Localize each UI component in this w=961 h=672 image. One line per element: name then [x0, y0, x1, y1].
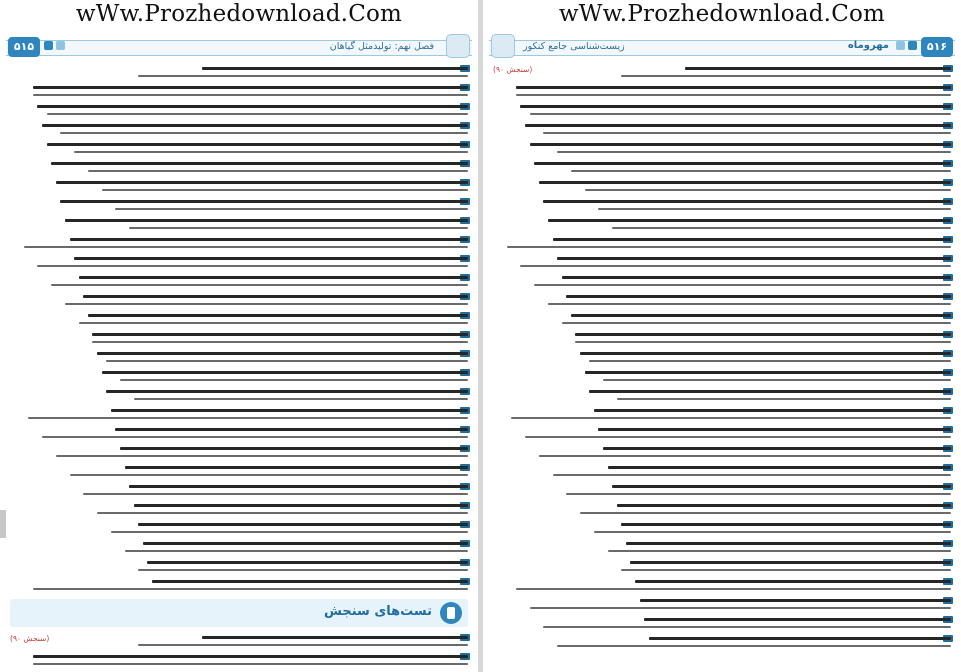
question-stem-placeholder	[539, 181, 951, 184]
question-row	[493, 235, 951, 253]
question-row	[493, 482, 951, 500]
question-row	[493, 102, 951, 120]
question-row	[10, 235, 468, 253]
answer-options-placeholder	[60, 132, 468, 134]
question-stem-placeholder	[571, 314, 951, 317]
question-row	[493, 140, 951, 158]
question-stem-placeholder	[617, 504, 951, 507]
quiz-badge-icon	[440, 602, 462, 624]
answer-options-placeholder	[571, 170, 951, 172]
question-row	[10, 444, 468, 462]
answer-options-placeholder	[28, 417, 468, 419]
question-stem-placeholder	[612, 485, 951, 488]
question-stem-placeholder	[125, 466, 469, 469]
question-row	[10, 197, 468, 215]
source-tag: (سنجش ۹۰)	[10, 634, 50, 643]
question-stem-placeholder	[594, 409, 951, 412]
question-stem-placeholder	[120, 447, 468, 450]
question-row	[10, 254, 468, 272]
answer-options-placeholder	[115, 208, 468, 210]
question-stem-placeholder	[56, 181, 468, 184]
question-row	[10, 159, 468, 177]
question-stem-placeholder	[585, 371, 951, 374]
question-row	[493, 330, 951, 348]
question-row	[10, 520, 468, 538]
question-row	[10, 216, 468, 234]
section-banner-label: تست‌های سنجش	[323, 604, 432, 619]
question-stem-placeholder	[685, 67, 951, 70]
answer-options-placeholder	[621, 569, 951, 571]
question-row	[10, 482, 468, 500]
answer-options-placeholder	[548, 303, 951, 305]
answer-options-placeholder	[525, 436, 951, 438]
answer-options-placeholder	[580, 512, 951, 514]
answer-options-placeholder	[594, 531, 951, 533]
answer-options-placeholder	[507, 246, 951, 248]
question-stem-placeholder	[65, 219, 468, 222]
question-stem-placeholder	[138, 523, 468, 526]
answer-options-placeholder	[621, 75, 951, 77]
right-page	[483, 0, 961, 672]
question-stem-placeholder	[60, 200, 468, 203]
question-row	[493, 463, 951, 481]
question-stem-placeholder	[520, 105, 951, 108]
answer-options-placeholder	[125, 550, 469, 552]
answer-options-placeholder	[138, 569, 468, 571]
answer-options-placeholder	[539, 455, 951, 457]
answer-options-placeholder	[33, 94, 468, 96]
answer-options-placeholder	[33, 663, 468, 665]
book-logo-icon	[491, 34, 515, 58]
section-banner	[10, 599, 468, 627]
answer-options-placeholder	[47, 113, 468, 115]
question-row	[493, 406, 951, 424]
question-stem-placeholder	[88, 314, 468, 317]
answer-options-placeholder	[120, 379, 468, 381]
question-row	[493, 520, 951, 538]
question-row	[493, 615, 951, 633]
question-row	[493, 254, 951, 272]
question-stem-placeholder	[525, 124, 951, 127]
question-row	[10, 178, 468, 196]
answer-options-placeholder	[557, 645, 951, 647]
answer-options-placeholder	[543, 626, 951, 628]
question-stem-placeholder	[97, 352, 468, 355]
question-row	[493, 501, 951, 519]
answer-options-placeholder	[97, 512, 468, 514]
answer-options-placeholder	[92, 341, 468, 343]
question-row	[493, 444, 951, 462]
question-row	[493, 311, 951, 329]
question-stem-placeholder	[74, 257, 468, 260]
answer-options-placeholder	[516, 588, 951, 590]
question-stem-placeholder	[635, 580, 951, 583]
answer-options-placeholder	[603, 379, 951, 381]
answer-options-placeholder	[111, 531, 468, 533]
question-stem-placeholder	[621, 523, 951, 526]
answer-options-placeholder	[79, 322, 468, 324]
answer-options-placeholder	[24, 246, 468, 248]
question-row	[10, 311, 468, 329]
question-stem-placeholder	[134, 504, 468, 507]
edge-tab	[0, 510, 6, 538]
question-stem-placeholder	[70, 238, 468, 241]
running-title: زیست‌شناسی جامع کنکور	[523, 41, 625, 52]
question-row	[10, 273, 468, 291]
question-stem-placeholder	[111, 409, 468, 412]
question-stem-placeholder	[143, 542, 468, 545]
question-stem-placeholder	[553, 238, 951, 241]
question-row	[493, 292, 951, 310]
header-square	[56, 41, 65, 50]
answer-options-placeholder	[608, 550, 952, 552]
question-row	[10, 633, 468, 651]
question-stem-placeholder	[548, 219, 951, 222]
watermark: wWw.Prozhedownload.Com	[75, 1, 403, 27]
answer-options-placeholder	[553, 474, 951, 476]
page-number: ۵۱۵	[8, 37, 40, 57]
question-row	[493, 596, 951, 614]
question-row	[493, 425, 951, 443]
watermark: wWw.Prozhedownload.Com	[558, 1, 886, 27]
question-stem-placeholder	[626, 542, 951, 545]
answer-options-placeholder	[534, 284, 951, 286]
question-stem-placeholder	[608, 466, 952, 469]
question-stem-placeholder	[51, 162, 468, 165]
answer-options-placeholder	[589, 360, 951, 362]
running-title: فصل نهم: تولیدمثل گیاهان	[329, 41, 434, 52]
answer-options-placeholder	[134, 398, 468, 400]
answer-options-placeholder	[562, 322, 951, 324]
question-row	[10, 368, 468, 386]
question-row	[493, 216, 951, 234]
question-stem-placeholder	[33, 86, 468, 89]
answer-options-placeholder	[88, 170, 468, 172]
question-stem-placeholder	[562, 276, 951, 279]
page-body	[493, 64, 951, 668]
answer-options-placeholder	[138, 75, 468, 77]
brand-name: مهروماه	[847, 40, 889, 51]
question-stem-placeholder	[83, 295, 468, 298]
answer-options-placeholder	[102, 189, 468, 191]
page-number: ۵۱۶	[921, 37, 953, 57]
question-row	[10, 577, 468, 595]
question-stem-placeholder	[603, 447, 951, 450]
question-row	[493, 387, 951, 405]
answer-options-placeholder	[42, 436, 468, 438]
question-row	[493, 634, 951, 652]
answer-options-placeholder	[598, 208, 951, 210]
answer-options-placeholder	[566, 493, 951, 495]
question-row	[493, 159, 951, 177]
answer-options-placeholder	[83, 493, 468, 495]
question-stem-placeholder	[147, 561, 468, 564]
answer-options-placeholder	[65, 303, 468, 305]
answer-options-placeholder	[557, 151, 951, 153]
answer-options-placeholder	[543, 132, 951, 134]
question-row	[493, 178, 951, 196]
answer-options-placeholder	[74, 151, 468, 153]
header-square	[896, 41, 905, 50]
question-row	[10, 425, 468, 443]
answer-options-placeholder	[530, 607, 951, 609]
question-row	[493, 273, 951, 291]
answer-options-placeholder	[511, 417, 951, 419]
question-stem-placeholder	[202, 67, 468, 70]
question-stem-placeholder	[129, 485, 468, 488]
question-stem-placeholder	[580, 352, 951, 355]
question-row	[10, 64, 468, 82]
answer-options-placeholder	[56, 455, 468, 457]
question-row	[493, 539, 951, 557]
answer-options-placeholder	[51, 284, 468, 286]
question-stem-placeholder	[530, 143, 951, 146]
question-row	[10, 558, 468, 576]
answer-options-placeholder	[516, 94, 951, 96]
question-stem-placeholder	[115, 428, 468, 431]
answer-options-placeholder	[617, 398, 951, 400]
answer-options-placeholder	[33, 588, 468, 590]
header-square	[908, 41, 917, 50]
question-row	[10, 349, 468, 367]
answer-options-placeholder	[129, 227, 468, 229]
question-row	[10, 539, 468, 557]
question-row	[10, 406, 468, 424]
question-stem-placeholder	[202, 636, 468, 639]
answer-options-placeholder	[530, 113, 951, 115]
page-header	[483, 34, 961, 60]
page-body	[10, 64, 468, 668]
question-row	[10, 463, 468, 481]
answer-options-placeholder	[70, 474, 468, 476]
question-stem-placeholder	[42, 124, 468, 127]
question-row	[10, 102, 468, 120]
question-stem-placeholder	[79, 276, 468, 279]
question-row	[10, 292, 468, 310]
question-row	[493, 83, 951, 101]
question-stem-placeholder	[630, 561, 951, 564]
answer-options-placeholder	[106, 360, 468, 362]
question-stem-placeholder	[534, 162, 951, 165]
question-stem-placeholder	[649, 637, 951, 640]
question-row	[10, 140, 468, 158]
answer-options-placeholder	[585, 189, 951, 191]
source-tag: (سنجش ۹۰)	[493, 65, 533, 74]
book-logo-icon	[446, 34, 470, 58]
answer-options-placeholder	[575, 341, 951, 343]
answer-options-placeholder	[37, 265, 468, 267]
question-stem-placeholder	[575, 333, 951, 336]
question-stem-placeholder	[33, 655, 468, 658]
question-stem-placeholder	[644, 618, 951, 621]
question-stem-placeholder	[102, 371, 468, 374]
question-row	[10, 121, 468, 139]
question-row	[10, 330, 468, 348]
question-row	[493, 121, 951, 139]
question-stem-placeholder	[37, 105, 468, 108]
question-stem-placeholder	[566, 295, 951, 298]
question-row	[10, 387, 468, 405]
question-stem-placeholder	[557, 257, 951, 260]
question-row	[493, 64, 951, 82]
question-stem-placeholder	[589, 390, 951, 393]
question-row	[493, 197, 951, 215]
question-stem-placeholder	[543, 200, 951, 203]
question-stem-placeholder	[640, 599, 951, 602]
question-stem-placeholder	[516, 86, 951, 89]
page-header	[0, 34, 478, 60]
question-stem-placeholder	[152, 580, 468, 583]
left-page	[0, 0, 478, 672]
answer-options-placeholder	[520, 265, 951, 267]
question-row	[10, 652, 468, 670]
question-row	[493, 577, 951, 595]
question-stem-placeholder	[106, 390, 468, 393]
header-square	[44, 41, 53, 50]
question-row	[10, 501, 468, 519]
question-stem-placeholder	[92, 333, 468, 336]
answer-options-placeholder	[138, 644, 468, 646]
question-stem-placeholder	[47, 143, 468, 146]
answer-options-placeholder	[612, 227, 951, 229]
question-stem-placeholder	[598, 428, 951, 431]
question-row	[493, 349, 951, 367]
question-row	[493, 368, 951, 386]
question-row	[493, 558, 951, 576]
question-row	[10, 83, 468, 101]
